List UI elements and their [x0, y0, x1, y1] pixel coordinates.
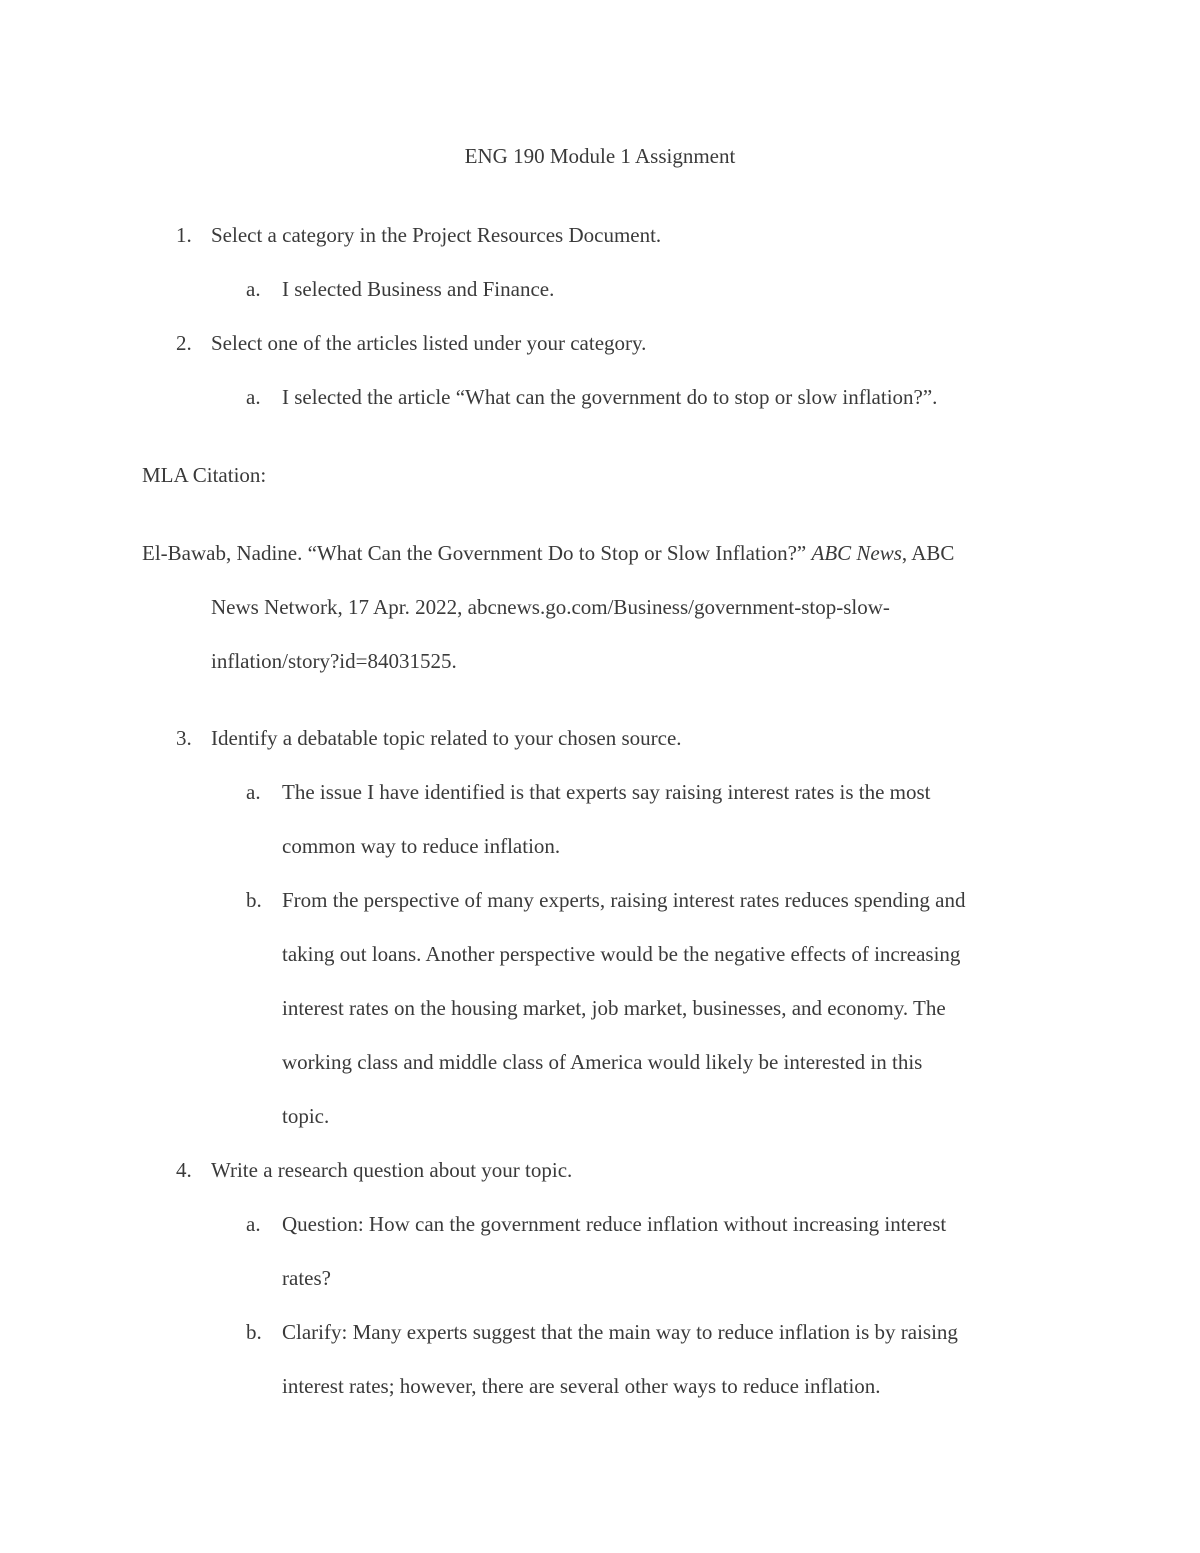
list-item-number: 2. — [176, 331, 192, 355]
citation-line — [142, 543, 954, 564]
sublist-item-letter: a. — [246, 780, 261, 804]
sublist-item-text: common way to reduce inflation. — [282, 834, 561, 858]
page-title: ENG 190 Module 1 Assignment — [464, 144, 736, 168]
list-item-number: 3. — [176, 726, 192, 750]
sublist-item-letter: b. — [246, 888, 262, 912]
sublist-item-text: interest rates on the housing market, job market, businesses, and economy. The — [282, 996, 946, 1020]
sublist-item-text: From the perspective of many experts, raising interest rates reduces spending and — [282, 888, 966, 912]
list-item-text: Identify a debatable topic related to your chosen source. — [211, 726, 682, 750]
sublist-item-letter: a. — [246, 1212, 261, 1236]
sublist-item-text: working class and middle class of America would likely be interested in this — [282, 1050, 923, 1074]
sublist-item-text: topic. — [282, 1104, 330, 1128]
sublist-item-text: Question: How can the government reduce inflation without increasing interest — [282, 1212, 947, 1236]
sublist-item-letter: a. — [246, 277, 261, 301]
citation-line: inflation/story?id=84031525. — [211, 649, 457, 673]
list-item-text: Select a category in the Project Resources Document. — [211, 223, 662, 247]
citation-publication: ABC News — [811, 541, 902, 565]
sublist-item-text: I selected the article “What can the government do to stop or slow inflation?”. — [282, 385, 938, 409]
citation-line: News Network, 17 Apr. 2022, abcnews.go.com/Business/government-stop-slow- — [211, 595, 890, 619]
sublist-item-text: I selected Business and Finance. — [282, 277, 555, 301]
list-item-text: Write a research question about your topic. — [211, 1158, 573, 1182]
sublist-item-letter: a. — [246, 385, 261, 409]
sublist-item-text: Clarify: Many experts suggest that the main way to reduce inflation is by raising — [282, 1320, 958, 1344]
sublist-item-text: taking out loans. Another perspective would be the negative effects of increasing — [282, 942, 961, 966]
citation-author-title: El-Bawab, Nadine. “What Can the Government Do to Stop or Slow Inflation?” — [142, 541, 812, 565]
list-item-text: Select one of the articles listed under your category. — [211, 331, 647, 355]
sublist-item-text: The issue I have identified is that experts say raising interest rates is the most — [282, 780, 931, 804]
sublist-item-text: interest rates; however, there are several other ways to reduce inflation. — [282, 1374, 881, 1398]
sublist-item-text: rates? — [282, 1266, 331, 1290]
list-item-number: 1. — [176, 223, 192, 247]
list-item-number: 4. — [176, 1158, 192, 1182]
citation-publisher-start: , ABC — [901, 541, 955, 565]
mla-heading: MLA Citation: — [142, 463, 267, 487]
sublist-item-letter: b. — [246, 1320, 262, 1344]
